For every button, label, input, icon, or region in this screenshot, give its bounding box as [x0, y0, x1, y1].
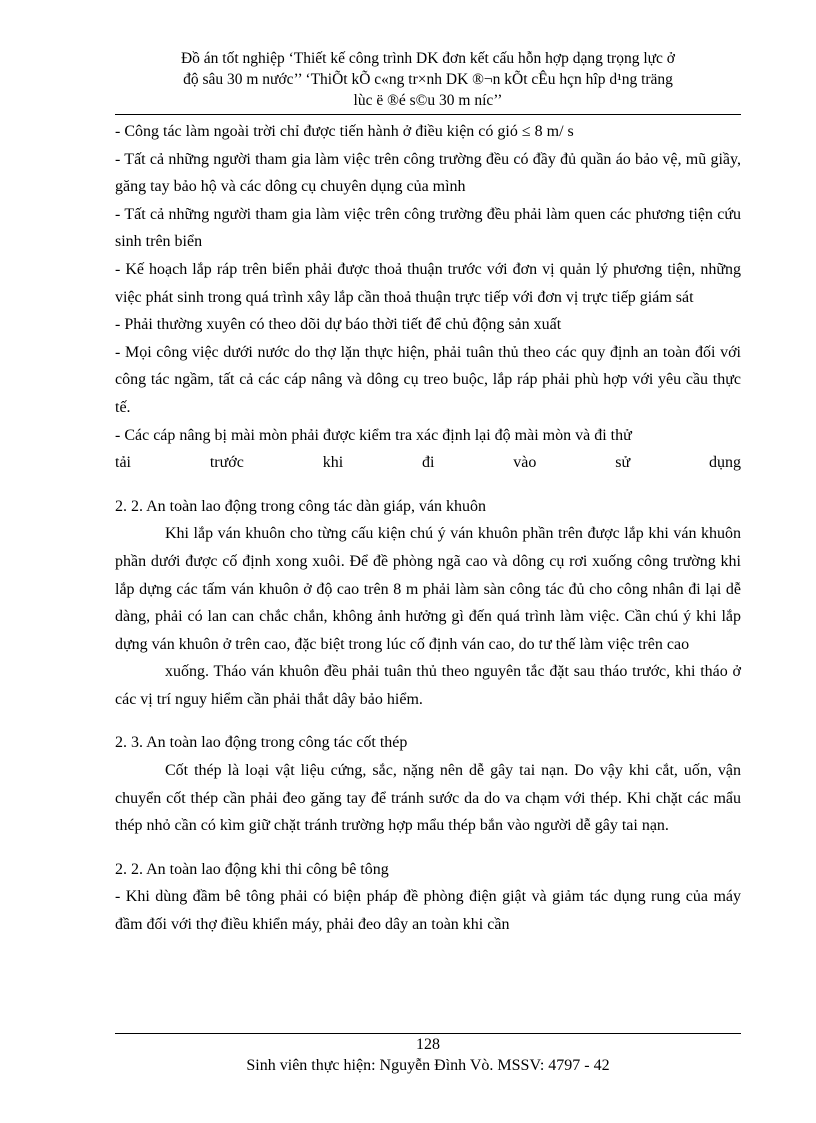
- header-divider: [115, 114, 741, 115]
- paragraph: - Khi dùng đầm bê tông phải có biện pháp đề phòng điện giật và giảm tác dụng rung của máy đầm đối với thợ điều khiển máy, phải đeo dây an toàn khi cần: [115, 888, 741, 934]
- page-header: [115, 48, 741, 111]
- paragraph: - Các cáp nâng bị mài mòn phải được kiểm tra xác định lại độ mài mòn và đi thử: [115, 426, 632, 444]
- paragraph: tải trước khi đi vào sử dụng: [115, 454, 741, 472]
- paragraph: - Phải thường xuyên có theo dõi dự báo thời tiết để chủ động sản xuất: [115, 316, 562, 334]
- section-heading: 2. 3. An toàn lao động trong công tác cốt thép: [115, 734, 408, 752]
- paragraph: - Tất cả những người tham gia làm việc trên công trường đều phải làm quen các phương tiện cứu sinh trên biển: [115, 205, 741, 251]
- paragraph: Cốt thép là loại vật liệu cứng, sắc, nặng nên dễ gây tai nạn. Do vậy khi cắt, uốn, vận chuyển cốt thép cần phải đeo găng tay để tránh sước da do va chạm với thép. Khi chặt các mẩu thép nhỏ cần có kìm giữ chặt tránh trường hợp mẩu thép bắn vào người dễ gây tai nạn.: [115, 762, 741, 835]
- header-line-1: Đồ án tốt nghiệp ‘Thiết kế công trình DK đơn kết cấu hỗn hợp dạng trọng lực ở: [180, 50, 675, 67]
- paragraph: - Công tác làm ngoài trời chỉ được tiến hành ở điều kiện có gió ≤ 8 m/ s: [115, 123, 574, 140]
- page-number: 128: [416, 1036, 440, 1053]
- header-line-3: lùc ë ®é s©u 30 m níc’’: [353, 92, 503, 109]
- paragraph: Khi lắp ván khuôn cho từng cấu kiện chú ý ván khuôn phần trên được lắp khi ván khuôn phần dưới được cố định xong xuôi. Để đề phòng ngã cao và dông cụ rơi xuống công trường khi lắp dựng các tấm ván khuôn ở độ cao trên 8 m phải làm sàn công tác đủ cho công nhân đi lại dễ dàng, phải có lan can chắc chắn, không ảnh hưởng gì đến quá trình làm việc. Cần chú ý khi lắp dựng ván khuôn ở trên cao, đặc biệt trong lúc cố định ván cao, do tư thế làm việc trên cao: [115, 525, 741, 653]
- paragraph: - Mọi công việc dưới nước do thợ lặn thực hiện, phải tuân thủ theo các quy định an toàn đối với công tác ngầm, tất cả các cáp nâng và dông cụ treo buộc, lắp ráp phải phù hợp với yêu cầu thực tế.: [115, 343, 741, 416]
- footer-divider: [115, 1033, 741, 1034]
- document-body: [115, 118, 741, 939]
- paragraph: - Tất cả những người tham gia làm việc trên công trường đều có đầy đủ quần áo bảo vệ, mũ giầy, găng tay bảo hộ và các dông cụ chuyên dụng của mình: [115, 150, 741, 196]
- header-line-2: độ sâu 30 m nước’’ ‘ThiÕt kÕ c«ng tr×nh DK ®¬n kÕt cÊu hçn hîp d¹ng träng: [183, 71, 673, 88]
- section-heading: 2. 2. An toàn lao động khi thi công bê tông: [115, 860, 389, 878]
- section-heading: 2. 2. An toàn lao động trong công tác dàn giáp, ván khuôn: [115, 497, 487, 515]
- paragraph: - Kế hoạch lắp ráp trên biển phải được thoả thuận trước với đơn vị quản lý phương tiện, những việc phát sinh trong quá trình xây lắp cần thoả thuận trực tiếp với đơn vị trực tiếp giám sát: [115, 260, 741, 306]
- page-footer: Sinh viên thực hiện: Nguyễn Đình Vò. MSSV: 4797 - 42: [246, 1057, 610, 1074]
- paragraph: xuống. Tháo ván khuôn đều phải tuân thủ theo nguyên tắc đặt sau tháo trước, khi tháo ở các vị trí nguy hiểm cần phải thắt dây bảo hiểm.: [115, 663, 741, 708]
